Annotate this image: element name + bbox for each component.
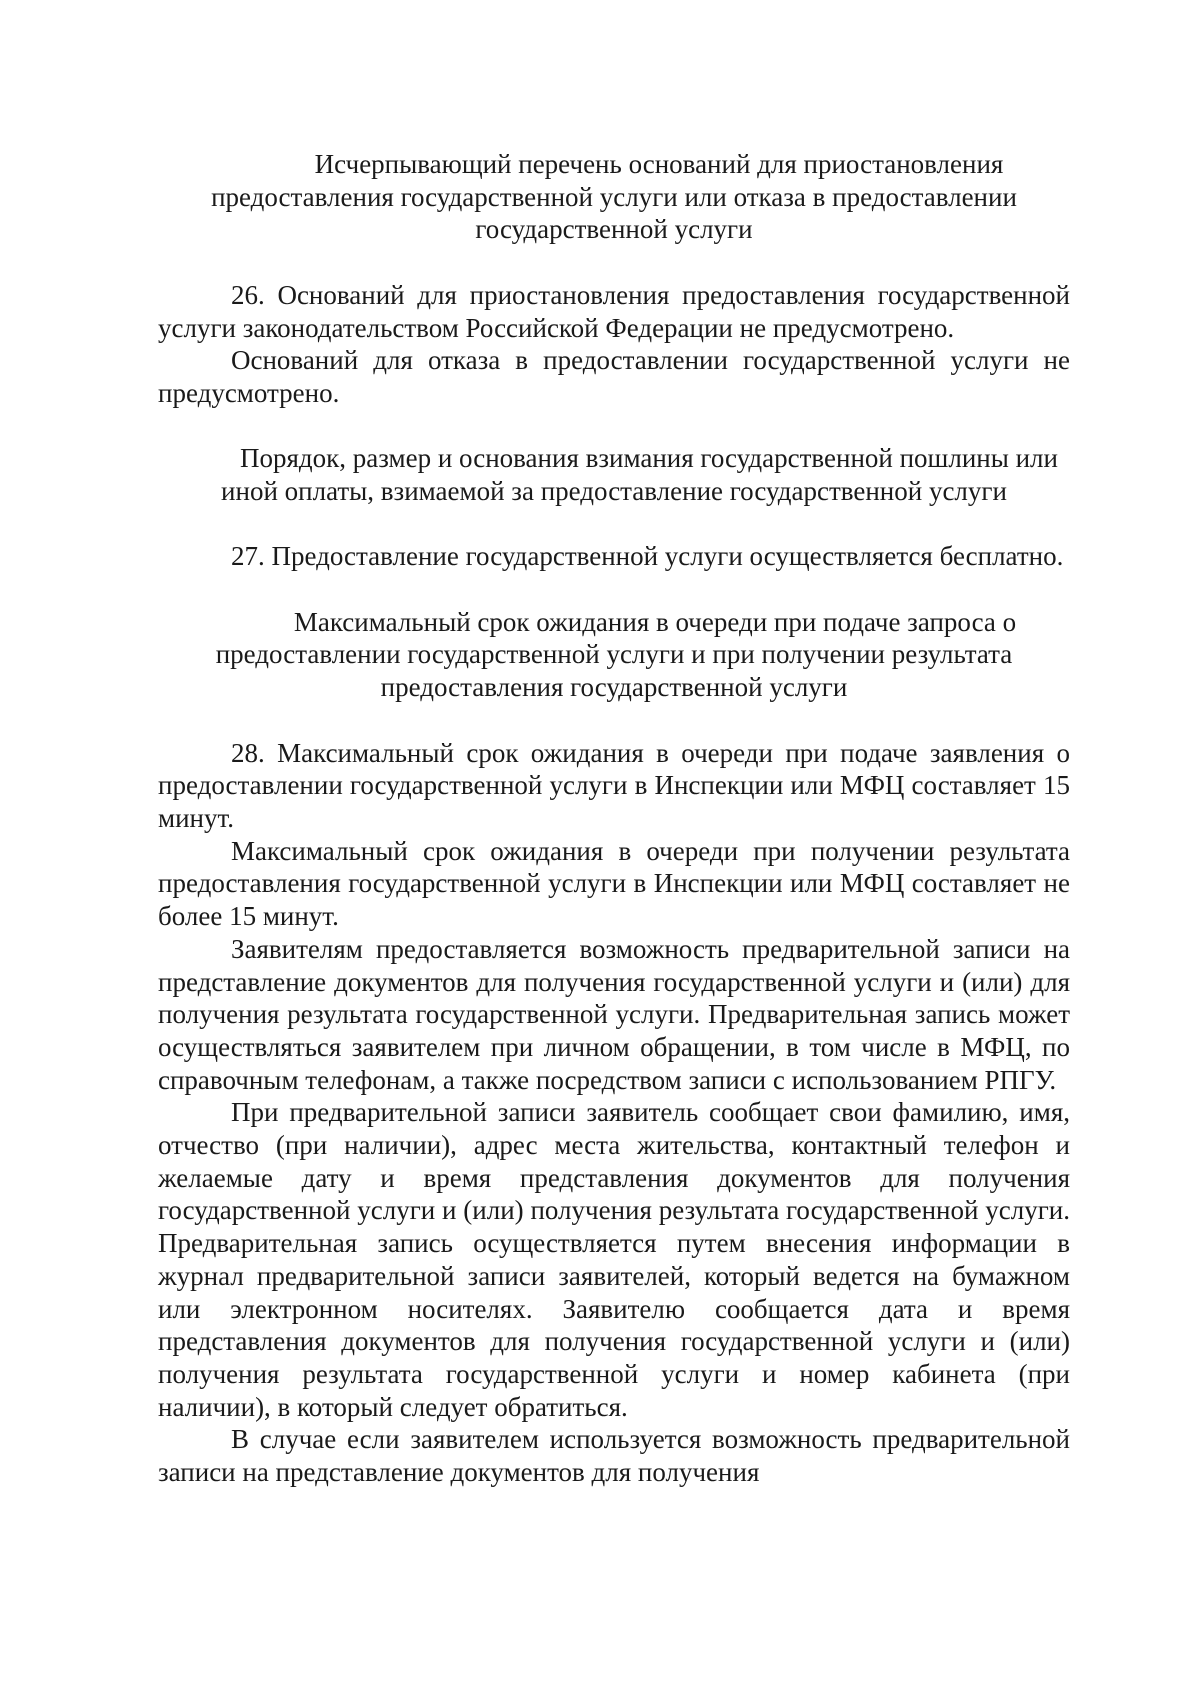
paragraph-27: 27. Предоставление государственной услуги осуществляется бесплатно.: [231, 541, 1064, 572]
document-page: [158, 148, 1070, 1489]
paragraph-preregistration: Заявителям предоставляется возможность предварительной записи на представление документов для получения государственной услуги и (или) для получения результата государственной услуги. Предварительная запись может осуществляться заявителем при личном обращении, в том числе в МФЦ, по справочным телефонам, а также посредством записи с использованием РПГУ.: [158, 933, 1070, 1095]
spacer: [158, 573, 1070, 606]
spacer: [158, 410, 1070, 443]
paragraph-preregistration-details: При предварительной записи заявитель сообщает свои фамилию, имя, отчество (при наличии), адрес места жительства, контактный телефон и желаемые дату и время представления документов для получения государственной услуги и (или) получения результата государственной услуги. Предварительная запись осуществляется путем внесения информации в журнал предварительной записи заявителей, который ведется на бумажном или электронном носителях. Заявителю сообщается дата и время представления документов для получения государственной услуги и (или) получения результата государственной услуги и номер кабинета (при наличии), в который следует обратиться.: [158, 1097, 1070, 1422]
section-heading-waiting-time: Максимальный срок ожидания в очереди при подаче запроса о предоставлении государственной услуги и при получении результата предоставления государственной услуги: [215, 606, 1017, 703]
paragraph-preregistration-case: В случае если заявителем используется возможность предварительной записи на представление документов для получения: [158, 1424, 1070, 1488]
spacer: [158, 246, 1070, 279]
spacer: [158, 508, 1070, 541]
paragraph-26: 26. Оснований для приостановления предоставления государственной услуги законодательством Российской Федерации не предусмотрено.: [158, 279, 1070, 343]
paragraph-28: 28. Максимальный срок ожидания в очереди при подаче заявления о предоставлении государственной услуги в Инспекции или МФЦ составляет 15 минут.: [158, 737, 1070, 833]
paragraph-result-waiting: Максимальный срок ожидания в очереди при получении результата предоставления государственной услуги в Инспекции или МФЦ составляет не более 15 минут.: [158, 835, 1070, 932]
section-heading-suspension-grounds: Исчерпывающий перечень оснований для приостановления предоставления государственной услуги или отказа в предоставлении государственной услуги: [211, 149, 1017, 245]
paragraph-refusal-grounds: Оснований для отказа в предоставлении государственной услуги не предусмотрено.: [158, 345, 1070, 408]
section-heading-fee: Порядок, размер и основания взимания государственной пошлины или иной оплаты, взимаемой за предоставление государственной услуги: [221, 443, 1058, 506]
spacer: [158, 704, 1070, 737]
